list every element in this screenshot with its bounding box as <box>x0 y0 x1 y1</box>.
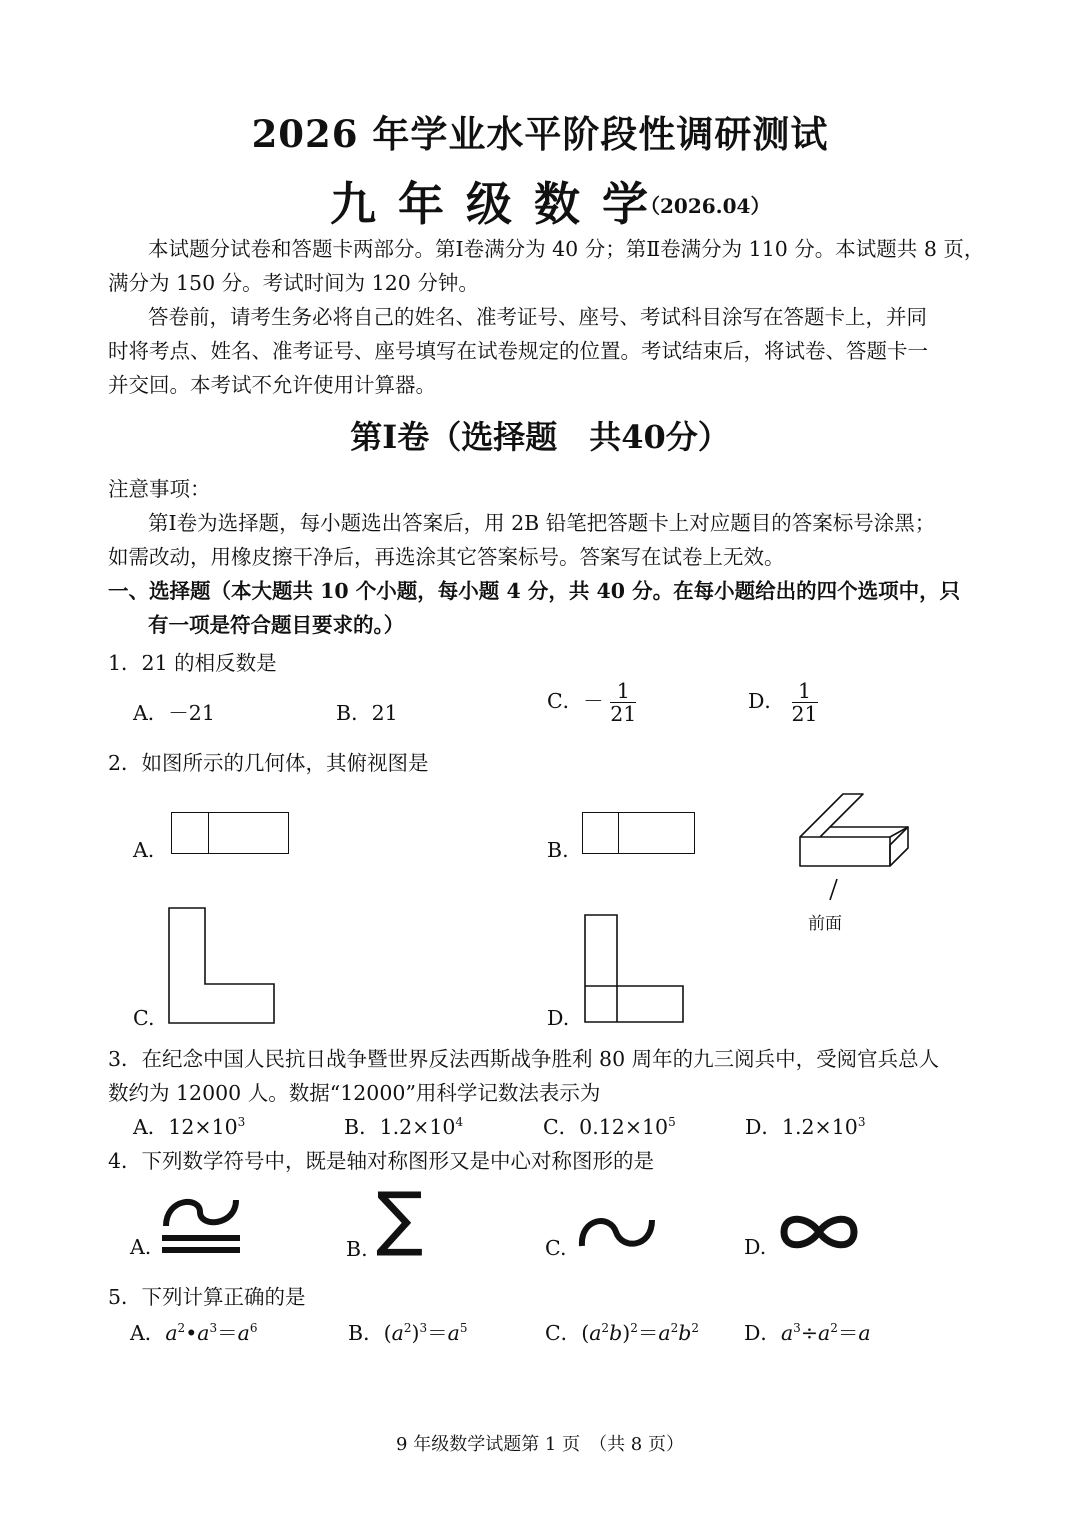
q2-option-a-label: A. <box>133 838 155 862</box>
q5-option-b: B．$(a^2)^3=a^5$ <box>348 1321 468 1345</box>
q3-option-c: C．$0.12\times 10^5$ <box>543 1115 676 1139</box>
page-footer: 9 年级数学试题第 1 页 （共 8 页） <box>396 1434 684 1455</box>
q2-stem: 2．如图所示的几何体，其俯视图是 <box>108 751 429 775</box>
notes-line1: 第Ⅰ卷为选择题，每小题选出答案后，用 2B 铅笔把答题卡上对应题目的答案标号涂黑； <box>148 511 936 535</box>
q3-option-a: A．$12\times 10^3$ <box>133 1115 246 1139</box>
q1-option-d: D． $\frac{1}{21}$ <box>748 679 818 726</box>
intro-p2-line2: 时将考点、姓名、准考证号、座号填写在试卷规定的位置。考试结束后，将试卷、答题卡一 <box>108 339 928 363</box>
q4-similar-symbol <box>576 1210 658 1256</box>
q1-option-c: C．－ $\frac{1}{21}$ <box>547 679 637 726</box>
exam-date: （2026.04） <box>640 194 771 218</box>
intro-p1-line2: 满分为 150 分。考试时间为 120 分钟。 <box>108 271 479 295</box>
q5-option-a: A．$a^2•a^3=a^6$ <box>130 1321 258 1345</box>
notes-label: 注意事项： <box>108 477 211 501</box>
q2-option-c-label: C. <box>133 1006 155 1030</box>
part-heading-line2: 有一项是符合题目要求的。） <box>148 613 405 637</box>
intro-p2-line1: 答卷前，请考生务必将自己的姓名、准考证号、座号、考试科目涂写在答题卡上，并同 <box>148 305 927 329</box>
q1-stem: 1．21 的相反数是 <box>108 651 277 675</box>
q1-option-a: A．－21 <box>133 701 215 725</box>
q5-option-c: C．$(a^2b)^2=a^2b^2$ <box>545 1321 699 1345</box>
notes-line2: 如需改动，用橡皮擦干净后，再选涂其它答案标号。答案写在试卷上无效。 <box>108 545 785 569</box>
q5-option-d: D．$a^3\div a^2=a$ <box>744 1321 871 1345</box>
section-title: 第Ⅰ卷（选择题 共40分） <box>350 418 730 456</box>
q1-option-b: B．21 <box>336 701 398 725</box>
q2-option-c-figure <box>168 907 276 1025</box>
q4-option-a-label: A. <box>130 1235 152 1259</box>
q4-sigma-symbol: ∑ <box>376 1177 424 1259</box>
q3-option-d: D．$1.2\times 10^3$ <box>745 1115 866 1139</box>
intro-p1-line1: 本试题分试卷和答题卡两部分。第Ⅰ卷满分为 40 分；第Ⅱ卷满分为 110 分。本试题共 8 页， <box>148 237 985 261</box>
q3-option-b: B．$1.2\times 10^4$ <box>344 1115 464 1139</box>
q4-approx-equal-symbol <box>160 1192 242 1256</box>
q4-option-d-label: D. <box>744 1235 767 1259</box>
q2-option-d-label: D. <box>547 1006 570 1030</box>
q3-stem-line1: 3．在纪念中国人民抗日战争暨世界反法西斯战争胜利 80 周年的九三阅兵中，受阅官兵总人 <box>108 1047 940 1071</box>
q4-option-b-label: B. <box>346 1237 368 1261</box>
q5-stem: 5．下列计算正确的是 <box>108 1285 306 1309</box>
q2-option-a-figure <box>171 812 289 854</box>
q2-front-label: 前面 <box>808 914 842 934</box>
intro-p2-line3: 并交回。本考试不允许使用计算器。 <box>108 373 436 397</box>
part-heading-line1: 一、选择题（本大题共 10 个小题，每小题 4 分，共 40 分。在每小题给出的四个选项中，只 <box>108 579 961 603</box>
q2-option-b-label: B. <box>547 838 569 862</box>
q2-option-b-divider <box>618 812 619 853</box>
q4-option-c-label: C. <box>545 1236 567 1260</box>
q2-option-d-figure <box>584 914 685 1024</box>
q2-option-b-figure <box>582 812 695 854</box>
exam-subject: 九年级数学 <box>330 177 670 231</box>
exam-title: 2026 年学业水平阶段性调研测试 <box>251 112 829 156</box>
q4-infinity-symbol <box>778 1208 860 1256</box>
q2-option-a-divider <box>208 812 209 853</box>
q4-stem: 4．下列数学符号中，既是轴对称图形又是中心对称图形的是 <box>108 1149 655 1173</box>
q3-stem-line2: 数约为 12000 人。数据“12000”用科学记数法表示为 <box>108 1081 601 1105</box>
